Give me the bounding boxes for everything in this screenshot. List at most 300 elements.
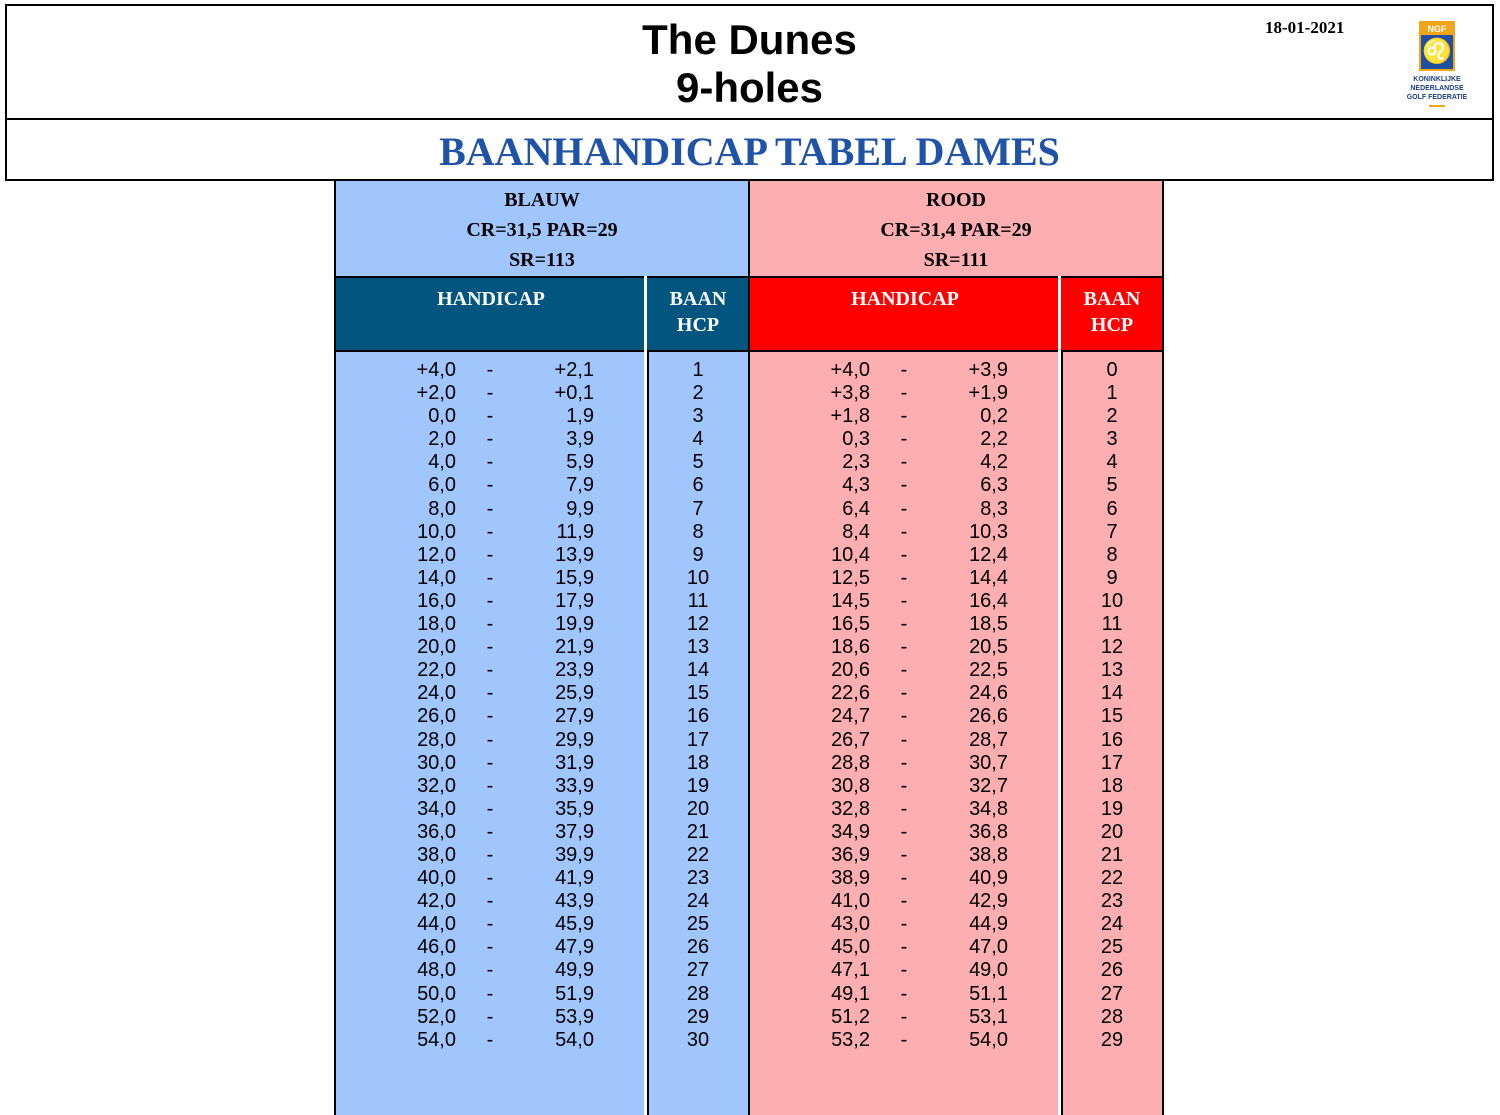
baan-hcp: 14: [686, 659, 710, 682]
baan-hcp: 25: [686, 913, 710, 936]
handicap-to: 10,3: [969, 520, 1008, 543]
blauw-cr-par: CR=31,5 PAR=29: [466, 219, 618, 241]
handicap-from: 12,0: [417, 543, 456, 566]
handicap-to: 15,9: [555, 566, 594, 589]
handicap-from: 41,0: [831, 890, 870, 913]
lion-icon: ♌: [1422, 38, 1452, 65]
range-dash: -: [900, 1005, 908, 1028]
handicap-from: 10,4: [831, 543, 870, 566]
baan-hcp: 9: [1106, 566, 1118, 589]
logo-underline: [1429, 105, 1445, 107]
baan-hcp: 10: [1100, 589, 1124, 612]
blauw-col-handicap: HANDICAP: [437, 288, 545, 310]
range-dash: -: [486, 474, 494, 497]
handicap-to: 39,9: [555, 843, 594, 866]
range-dash: -: [486, 1028, 494, 1051]
handicap-from: 52,0: [417, 1005, 456, 1028]
baan-hcp: 24: [1100, 913, 1124, 936]
table-row: [336, 1029, 748, 1052]
blauw-col-baan: BAAN: [669, 288, 727, 310]
table-row: [336, 451, 748, 474]
handicap-to: 53,1: [969, 1005, 1008, 1028]
baan-hcp: 20: [1100, 820, 1124, 843]
baan-hcp: 6: [692, 474, 704, 497]
table-row: [336, 752, 748, 775]
baan-hcp: 14: [1100, 682, 1124, 705]
range-dash: -: [900, 959, 908, 982]
header-box: [5, 4, 1494, 181]
range-dash: -: [900, 867, 908, 890]
baan-hcp: 27: [1100, 982, 1124, 1005]
handicap-from: 18,0: [417, 613, 456, 636]
handicap-from: +4,0: [416, 359, 456, 381]
handicap-to: 14,4: [969, 566, 1008, 589]
handicap-from: 20,0: [417, 636, 456, 659]
logo-text-line3: GOLF FEDERATIE: [1406, 94, 1468, 101]
handicap-from: 30,8: [831, 774, 870, 797]
handicap-to: 36,8: [969, 820, 1008, 843]
range-dash: -: [486, 705, 494, 728]
baan-hcp: 25: [1100, 936, 1124, 959]
handicap-from: 38,9: [831, 867, 870, 890]
handicap-to: 16,4: [969, 589, 1008, 612]
handicap-to: 53,9: [555, 1005, 594, 1028]
baan-hcp: 19: [1100, 797, 1124, 820]
rood-tee-header: [750, 181, 1162, 277]
range-dash: -: [486, 982, 494, 1005]
baan-hcp: 15: [686, 682, 710, 705]
handicap-from: +2,0: [416, 382, 456, 405]
baan-hcp: 21: [686, 820, 710, 843]
table-row: [336, 867, 748, 890]
baan-hcp: 23: [1100, 890, 1124, 913]
range-dash: -: [486, 728, 494, 751]
table-row: [750, 590, 1162, 613]
handicap-to: 35,9: [555, 797, 594, 820]
course-title: The Dunes: [642, 16, 857, 63]
range-dash: -: [900, 890, 908, 913]
range-dash: -: [486, 959, 494, 982]
rood-col-hcp: HCP: [1090, 314, 1134, 336]
handicap-to: 22,5: [969, 659, 1008, 682]
range-dash: -: [900, 659, 908, 682]
table-row: [750, 775, 1162, 798]
handicap-to: 34,8: [969, 797, 1008, 820]
range-dash: -: [900, 451, 908, 474]
handicap-from: 32,8: [831, 797, 870, 820]
baan-hcp: 22: [1100, 867, 1124, 890]
handicap-to: 41,9: [555, 867, 594, 890]
range-dash: -: [900, 682, 908, 705]
baan-hcp: 28: [686, 982, 710, 1005]
handicap-from: 28,8: [831, 751, 870, 774]
handicap-from: +1,8: [830, 405, 870, 428]
handicap-from: 26,0: [417, 705, 456, 728]
handicap-to: +2,1: [554, 359, 594, 381]
handicap-to: 19,9: [555, 613, 594, 636]
handicap-to: 32,7: [969, 774, 1008, 797]
table-row: [750, 1006, 1162, 1029]
blauw-tee-name: BLAUW: [504, 189, 580, 211]
handicap-from: 42,0: [417, 890, 456, 913]
range-dash: -: [900, 589, 908, 612]
range-dash: -: [486, 659, 494, 682]
table-row: [336, 821, 748, 844]
handicap-to: 23,9: [555, 659, 594, 682]
range-dash: -: [900, 566, 908, 589]
table-row: [336, 775, 748, 798]
handicap-from: 2,0: [428, 428, 456, 451]
baan-hcp: 26: [686, 936, 710, 959]
handicap-to: 42,9: [969, 890, 1008, 913]
handicap-from: 2,3: [842, 451, 870, 474]
baan-hcp: 19: [686, 774, 710, 797]
handicap-to: 21,9: [555, 636, 594, 659]
handicap-from: 24,7: [831, 705, 870, 728]
table-row: [750, 451, 1162, 474]
range-dash: -: [486, 428, 494, 451]
table-row: [336, 359, 748, 382]
range-dash: -: [486, 890, 494, 913]
range-dash: -: [486, 543, 494, 566]
logo-text-line2: NEDERLANDSE: [1410, 85, 1464, 92]
range-dash: -: [900, 820, 908, 843]
table-row: [336, 983, 748, 1006]
table-row: [336, 936, 748, 959]
handicap-to: 29,9: [555, 728, 594, 751]
baan-hcp: 5: [1106, 474, 1118, 497]
baan-hcp: 1: [1106, 382, 1118, 405]
range-dash: -: [486, 774, 494, 797]
range-dash: -: [900, 497, 908, 520]
handicap-from: 38,0: [417, 843, 456, 866]
handicap-from: 50,0: [417, 982, 456, 1005]
rood-cr-par: CR=31,4 PAR=29: [880, 219, 1032, 241]
table-row: [336, 705, 748, 728]
handicap-from: 54,0: [417, 1028, 456, 1051]
table-row: [336, 474, 748, 497]
table-row: [750, 867, 1162, 890]
baan-hcp: 11: [687, 589, 709, 612]
range-dash: -: [900, 728, 908, 751]
table-row: [336, 659, 748, 682]
handicap-from: 4,0: [428, 451, 456, 474]
baan-hcp: 27: [686, 959, 710, 982]
table-row: [750, 844, 1162, 867]
course-subtitle: 9-holes: [675, 64, 824, 111]
table-row: [750, 613, 1162, 636]
table-row: [750, 983, 1162, 1006]
range-dash: -: [486, 589, 494, 612]
range-dash: -: [900, 636, 908, 659]
handicap-from: 34,0: [417, 797, 456, 820]
table-row: [750, 798, 1162, 821]
table-row: [336, 428, 748, 451]
range-dash: -: [486, 636, 494, 659]
handicap-to: 30,7: [969, 751, 1008, 774]
blauw-sr: SR=113: [509, 249, 575, 271]
baan-hcp: 13: [1100, 659, 1124, 682]
baan-hcp: 4: [692, 428, 704, 451]
table-row: [750, 936, 1162, 959]
baan-hcp: 8: [692, 520, 704, 543]
range-dash: -: [900, 428, 908, 451]
document-date: 18-01-2021: [1265, 18, 1345, 37]
handicap-from: 51,2: [831, 1005, 870, 1028]
baan-hcp: 18: [686, 751, 710, 774]
handicap-from: 43,0: [831, 913, 870, 936]
handicap-from: 22,0: [417, 659, 456, 682]
rood-panel: [748, 181, 1164, 1115]
range-dash: -: [900, 474, 908, 497]
range-dash: -: [900, 774, 908, 797]
handicap-to: 27,9: [555, 705, 594, 728]
handicap-from: 18,6: [831, 636, 870, 659]
handicap-to: 54,0: [555, 1028, 594, 1051]
rood-col-baanhcp: [1062, 286, 1162, 338]
table-row: [750, 890, 1162, 913]
baan-hcp: 17: [686, 728, 710, 751]
range-dash: -: [486, 936, 494, 959]
handicap-from: 26,7: [831, 728, 870, 751]
baan-hcp: 12: [686, 613, 710, 636]
table-row: [750, 821, 1162, 844]
handicap-to: 40,9: [969, 867, 1008, 890]
handicap-from: 12,5: [831, 566, 870, 589]
handicap-to: 44,9: [969, 913, 1008, 936]
table-row: [336, 382, 748, 405]
handicap-from: 20,6: [831, 659, 870, 682]
blauw-col-baanhcp: [648, 286, 748, 338]
baan-hcp: 30: [686, 1028, 710, 1051]
handicap-to: 2,2: [980, 428, 1008, 451]
handicap-from: 47,1: [831, 959, 870, 982]
handicap-from: 14,5: [831, 589, 870, 612]
table-row: [336, 613, 748, 636]
handicap-from: 24,0: [417, 682, 456, 705]
handicap-from: 49,1: [831, 982, 870, 1005]
table-row: [750, 544, 1162, 567]
ngf-logo: [1405, 21, 1469, 113]
handicap-to: 51,1: [969, 982, 1008, 1005]
baan-hcp: 12: [1100, 636, 1124, 659]
handicap-to: 1,9: [566, 405, 594, 428]
baan-hcp: 17: [1100, 751, 1124, 774]
handicap-to: 9,9: [566, 497, 594, 520]
handicap-from: 8,4: [842, 520, 870, 543]
table-row: [336, 959, 748, 982]
handicap-to: 43,9: [555, 890, 594, 913]
handicap-to: 26,6: [969, 705, 1008, 728]
logo-badge-text: NGF: [1421, 23, 1453, 35]
handicap-from: 46,0: [417, 936, 456, 959]
table-row: [750, 359, 1162, 382]
handicap-to: 0,2: [980, 405, 1008, 428]
handicap-from: 8,0: [428, 497, 456, 520]
blauw-panel: [334, 181, 750, 1115]
blauw-rows: [336, 359, 748, 1052]
baan-hcp: 1: [692, 359, 704, 381]
handicap-from: 0,3: [842, 428, 870, 451]
logo-text-line1: KONINKLIJKE: [1413, 76, 1461, 83]
baan-hcp: 15: [1100, 705, 1124, 728]
handicap-to: 12,4: [969, 543, 1008, 566]
table-row: [336, 498, 748, 521]
table-row: [336, 590, 748, 613]
handicap-to: 47,0: [969, 936, 1008, 959]
table-row: [336, 729, 748, 752]
table-row: [336, 405, 748, 428]
handicap-to: 49,9: [555, 959, 594, 982]
range-dash: -: [486, 913, 494, 936]
handicap-to: 47,9: [555, 936, 594, 959]
handicap-from: 40,0: [417, 867, 456, 890]
table-row: [750, 567, 1162, 590]
range-dash: -: [486, 497, 494, 520]
logo-text: [1405, 75, 1469, 102]
handicap-from: 30,0: [417, 751, 456, 774]
baan-hcp: 18: [1100, 774, 1124, 797]
handicap-to: 18,5: [969, 613, 1008, 636]
table-row: [750, 752, 1162, 775]
handicap-to: 38,8: [969, 843, 1008, 866]
range-dash: -: [900, 705, 908, 728]
handicap-from: +4,0: [830, 359, 870, 381]
table-row: [336, 567, 748, 590]
handicap-to: 20,5: [969, 636, 1008, 659]
rood-col-baan: BAAN: [1083, 288, 1141, 310]
handicap-from: 34,9: [831, 820, 870, 843]
rood-col-handicap: HANDICAP: [851, 288, 959, 310]
rood-rows: [750, 359, 1162, 1052]
table-row: [750, 382, 1162, 405]
blauw-tee-header: [336, 181, 748, 277]
logo-badge: [1419, 21, 1455, 71]
baan-hcp: 21: [1100, 843, 1124, 866]
handicap-to: 49,0: [969, 959, 1008, 982]
range-dash: -: [486, 820, 494, 843]
baan-hcp: 9: [692, 543, 704, 566]
handicap-to: 24,6: [969, 682, 1008, 705]
range-dash: -: [486, 1005, 494, 1028]
handicap-to: 33,9: [555, 774, 594, 797]
rood-tee-name: ROOD: [926, 189, 986, 211]
header-divider: [7, 118, 1492, 120]
handicap-from: 36,9: [831, 843, 870, 866]
handicap-to: 4,2: [980, 451, 1008, 474]
range-dash: -: [900, 382, 908, 405]
baan-hcp: 23: [686, 867, 710, 890]
range-dash: -: [486, 867, 494, 890]
range-dash: -: [486, 613, 494, 636]
handicap-to: 13,9: [555, 543, 594, 566]
range-dash: -: [486, 566, 494, 589]
range-dash: -: [486, 451, 494, 474]
handicap-to: 28,7: [969, 728, 1008, 751]
baan-hcp: 7: [1106, 520, 1118, 543]
handicap-to: 54,0: [969, 1028, 1008, 1051]
range-dash: -: [486, 843, 494, 866]
handicap-to: 7,9: [566, 474, 594, 497]
range-dash: -: [486, 682, 494, 705]
range-dash: -: [486, 405, 494, 428]
table-row: [336, 682, 748, 705]
handicap-to: 3,9: [566, 428, 594, 451]
table-row: [336, 636, 748, 659]
range-dash: -: [900, 843, 908, 866]
range-dash: -: [900, 797, 908, 820]
handicap-from: 6,4: [842, 497, 870, 520]
baan-hcp: 0: [1106, 359, 1118, 381]
handicap-to: 37,9: [555, 820, 594, 843]
baan-hcp: 11: [1101, 613, 1123, 636]
range-dash: -: [900, 359, 908, 381]
baan-hcp: 10: [686, 566, 710, 589]
handicap-from: +3,8: [830, 382, 870, 405]
baan-hcp: 20: [686, 797, 710, 820]
handicap-to: 25,9: [555, 682, 594, 705]
rood-column-header: [750, 276, 1162, 352]
table-title: BAANHANDICAP TABEL DAMES: [439, 129, 1060, 174]
handicap-from: 36,0: [417, 820, 456, 843]
handicap-to: 51,9: [555, 982, 594, 1005]
handicap-from: 22,6: [831, 682, 870, 705]
baan-hcp: 13: [686, 636, 710, 659]
range-dash: -: [486, 520, 494, 543]
range-dash: -: [900, 520, 908, 543]
table-row: [750, 498, 1162, 521]
handicap-to: +3,9: [968, 359, 1008, 381]
handicap-from: 16,5: [831, 613, 870, 636]
baan-hcp: 16: [1100, 728, 1124, 751]
baan-hcp: 2: [1106, 405, 1118, 428]
table-row: [336, 844, 748, 867]
table-row: [750, 636, 1162, 659]
baan-hcp: 4: [1106, 451, 1118, 474]
table-row: [336, 1006, 748, 1029]
baan-hcp: 6: [1106, 497, 1118, 520]
range-dash: -: [900, 751, 908, 774]
handicap-to: 6,3: [980, 474, 1008, 497]
table-row: [336, 890, 748, 913]
blauw-col-hcp: HCP: [676, 314, 720, 336]
range-dash: -: [900, 613, 908, 636]
handicap-from: 10,0: [417, 520, 456, 543]
range-dash: -: [900, 913, 908, 936]
baan-hcp: 16: [686, 705, 710, 728]
handicap-from: 45,0: [831, 936, 870, 959]
handicap-from: 16,0: [417, 589, 456, 612]
handicap-to: 45,9: [555, 913, 594, 936]
table-row: [750, 1029, 1162, 1052]
baan-hcp: 8: [1106, 543, 1118, 566]
range-dash: -: [486, 751, 494, 774]
handicap-from: 14,0: [417, 566, 456, 589]
handicap-from: 28,0: [417, 728, 456, 751]
table-row: [750, 405, 1162, 428]
handicap-to: 5,9: [566, 451, 594, 474]
handicap-to: 31,9: [555, 751, 594, 774]
table-row: [336, 544, 748, 567]
table-row: [750, 659, 1162, 682]
table-row: [336, 521, 748, 544]
range-dash: -: [486, 797, 494, 820]
table-row: [750, 705, 1162, 728]
range-dash: -: [486, 359, 494, 381]
baan-hcp: 24: [686, 890, 710, 913]
table-row: [750, 428, 1162, 451]
table-row: [336, 798, 748, 821]
